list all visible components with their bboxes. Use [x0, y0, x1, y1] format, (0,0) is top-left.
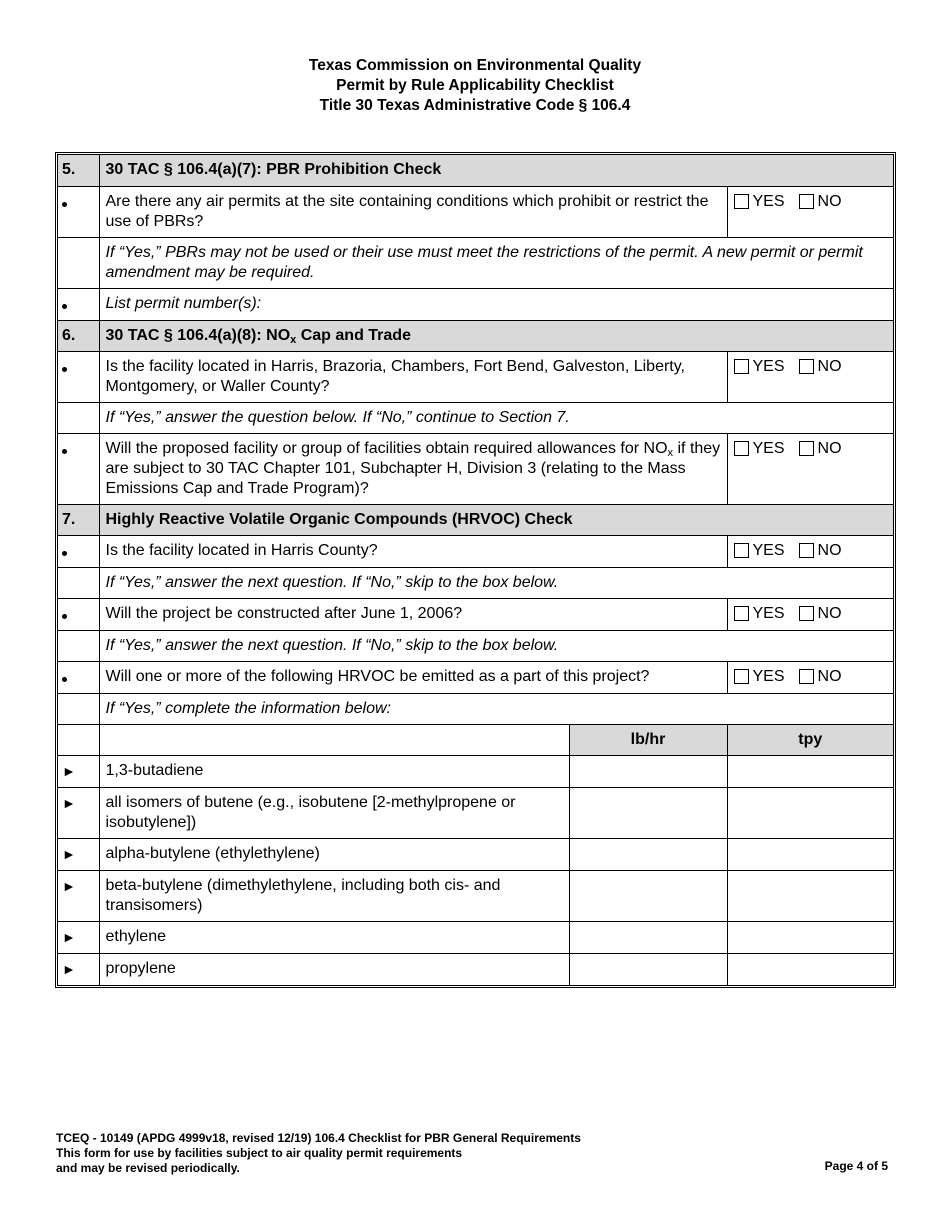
- question-text: Will the proposed facility or group of facilities obtain required allowances for $NO_x$ if they are subject to 30 TAC Chapter 101, Subchapter H, Division 3 (relating to the Mass Emissions Cap and Trade Program)?: [99, 433, 727, 504]
- pollutant-name: beta-butylene (dimethylethylene, including both cis- and transisomers): [99, 870, 569, 921]
- yes-label: YES: [752, 541, 785, 559]
- question-row: [58, 351, 893, 402]
- question-text: Will one or more of the following HRVOC be emitted as a part of this project?: [99, 661, 727, 693]
- pollutant-row: [58, 921, 893, 953]
- instruction-text: If “Yes,” answer the question below. If “No,” continue to Section 7.: [99, 402, 893, 433]
- yes-label: YES: [752, 357, 785, 375]
- form-title: Permit by Rule Applicability Checklist: [336, 77, 614, 94]
- arrow-right-icon: ►: [62, 960, 76, 977]
- checklist-table: [58, 155, 893, 985]
- pollutant-name: all isomers of butene (e.g., isobutene [2-methylpropene or isobutylene]): [99, 787, 569, 838]
- permit-number-field[interactable]: List permit number(s):: [99, 288, 893, 320]
- bullet-icon: [62, 677, 67, 682]
- no-label: NO: [817, 604, 842, 622]
- lbhr-input[interactable]: [569, 870, 727, 921]
- bullet-icon: [62, 304, 67, 309]
- instruction-row: [58, 567, 893, 598]
- instruction-text: If “Yes,” PBRs may not be used or their use must meet the restrictions of the permit. A new permit or permit amendment may be required.: [99, 237, 893, 288]
- tpy-input[interactable]: [727, 838, 893, 870]
- lbhr-input[interactable]: [569, 755, 727, 787]
- yes-checkbox[interactable]: [734, 606, 749, 621]
- emissions-table-header: [58, 724, 893, 755]
- arrow-right-icon: ►: [62, 762, 76, 779]
- no-checkbox[interactable]: [799, 359, 814, 374]
- section-number: 7.: [58, 504, 99, 535]
- tpy-input[interactable]: [727, 870, 893, 921]
- yes-label: YES: [752, 192, 785, 210]
- pollutant-row: [58, 838, 893, 870]
- pollutant-row: [58, 953, 893, 985]
- instruction-row: [58, 693, 893, 724]
- tpy-input[interactable]: [727, 787, 893, 838]
- pollutant-name: propylene: [99, 953, 569, 985]
- column-header-tpy: tpy: [727, 724, 893, 755]
- lbhr-input[interactable]: [569, 838, 727, 870]
- question-text: Is the facility located in Harris, Brazoria, Chambers, Fort Bend, Galveston, Liberty, Montgomery, or Waller County?: [99, 351, 727, 402]
- pollutant-name: ethylene: [99, 921, 569, 953]
- yes-checkbox[interactable]: [734, 194, 749, 209]
- yes-label: YES: [752, 667, 785, 685]
- form-id: TCEQ - 10149 (APDG 4999v18, revised 12/19) 106.4 Checklist for PBR General Requirements: [56, 1131, 581, 1145]
- yes-no-answer: [727, 433, 893, 504]
- no-label: NO: [817, 541, 842, 559]
- instruction-row: [58, 237, 893, 288]
- question-row: [58, 661, 893, 693]
- section-6-header: [58, 320, 893, 351]
- no-label: NO: [817, 667, 842, 685]
- footer-note: and may be revised periodically.: [56, 1161, 240, 1175]
- yes-checkbox[interactable]: [734, 359, 749, 374]
- section-number: 6.: [58, 320, 99, 351]
- pollutant-row: [58, 755, 893, 787]
- checklist-form: [55, 152, 896, 988]
- no-label: NO: [817, 357, 842, 375]
- tpy-input[interactable]: [727, 953, 893, 985]
- yes-checkbox[interactable]: [734, 441, 749, 456]
- question-row: [58, 598, 893, 630]
- column-header-lbhr: lb/hr: [569, 724, 727, 755]
- yes-no-answer: [727, 598, 893, 630]
- yes-label: YES: [752, 604, 785, 622]
- bullet-icon: [62, 367, 67, 372]
- pollutant-name: 1,3-butadiene: [99, 755, 569, 787]
- section-title: 30 TAC § 106.4(a)(8): $NO_x$ Cap and Trade: [99, 320, 893, 351]
- instruction-text: If “Yes,” answer the next question. If “No,” skip to the box below.: [99, 567, 893, 598]
- question-row: [58, 535, 893, 567]
- no-checkbox[interactable]: [799, 194, 814, 209]
- section-title: 30 TAC § 106.4(a)(7): PBR Prohibition Check: [99, 155, 893, 186]
- form-footer: [56, 1131, 581, 1176]
- bullet-icon: [62, 614, 67, 619]
- lbhr-input[interactable]: [569, 787, 727, 838]
- yes-no-answer: [727, 535, 893, 567]
- tpy-input[interactable]: [727, 921, 893, 953]
- lbhr-input[interactable]: [569, 921, 727, 953]
- lbhr-input[interactable]: [569, 953, 727, 985]
- arrow-right-icon: ►: [62, 877, 76, 894]
- section-7-header: [58, 504, 893, 535]
- instruction-row: [58, 630, 893, 661]
- yes-no-answer: [727, 351, 893, 402]
- arrow-right-icon: ►: [62, 928, 76, 945]
- no-checkbox[interactable]: [799, 606, 814, 621]
- question-text: Are there any air permits at the site containing conditions which prohibit or restrict the use of PBRs?: [99, 186, 727, 237]
- bullet-icon: [62, 202, 67, 207]
- no-checkbox[interactable]: [799, 543, 814, 558]
- section-5-header: [58, 155, 893, 186]
- arrow-right-icon: ►: [62, 845, 76, 862]
- yes-no-answer: [727, 661, 893, 693]
- question-text: Will the project be constructed after June 1, 2006?: [99, 598, 727, 630]
- section-title: Highly Reactive Volatile Organic Compounds (HRVOC) Check: [99, 504, 893, 535]
- question-row: [58, 186, 893, 237]
- permit-number-row: [58, 288, 893, 320]
- question-row: [58, 433, 893, 504]
- page-number: Page 4 of 5: [824, 1159, 888, 1173]
- bullet-icon: [62, 551, 67, 556]
- tpy-input[interactable]: [727, 755, 893, 787]
- instruction-text: If “Yes,” answer the next question. If “No,” skip to the box below.: [99, 630, 893, 661]
- pollutant-row: [58, 870, 893, 921]
- instruction-row: [58, 402, 893, 433]
- yes-no-answer: [727, 186, 893, 237]
- section-number: 5.: [58, 155, 99, 186]
- no-checkbox[interactable]: [799, 669, 814, 684]
- yes-checkbox[interactable]: [734, 669, 749, 684]
- pollutant-row: [58, 787, 893, 838]
- bullet-icon: [62, 449, 67, 454]
- arrow-right-icon: ►: [62, 794, 76, 811]
- instruction-text: If “Yes,” complete the information below:: [99, 693, 893, 724]
- no-label: NO: [817, 439, 842, 457]
- code-citation: Title 30 Texas Administrative Code § 106.4: [319, 97, 631, 114]
- no-checkbox[interactable]: [799, 441, 814, 456]
- yes-checkbox[interactable]: [734, 543, 749, 558]
- question-text: Is the facility located in Harris County?: [99, 535, 727, 567]
- no-label: NO: [817, 192, 842, 210]
- yes-label: YES: [752, 439, 785, 457]
- pollutant-name: alpha-butylene (ethylethylene): [99, 838, 569, 870]
- agency-name: Texas Commission on Environmental Quality: [308, 57, 642, 74]
- document-header: [0, 56, 950, 116]
- footer-note: This form for use by facilities subject to air quality permit requirements: [56, 1146, 463, 1160]
